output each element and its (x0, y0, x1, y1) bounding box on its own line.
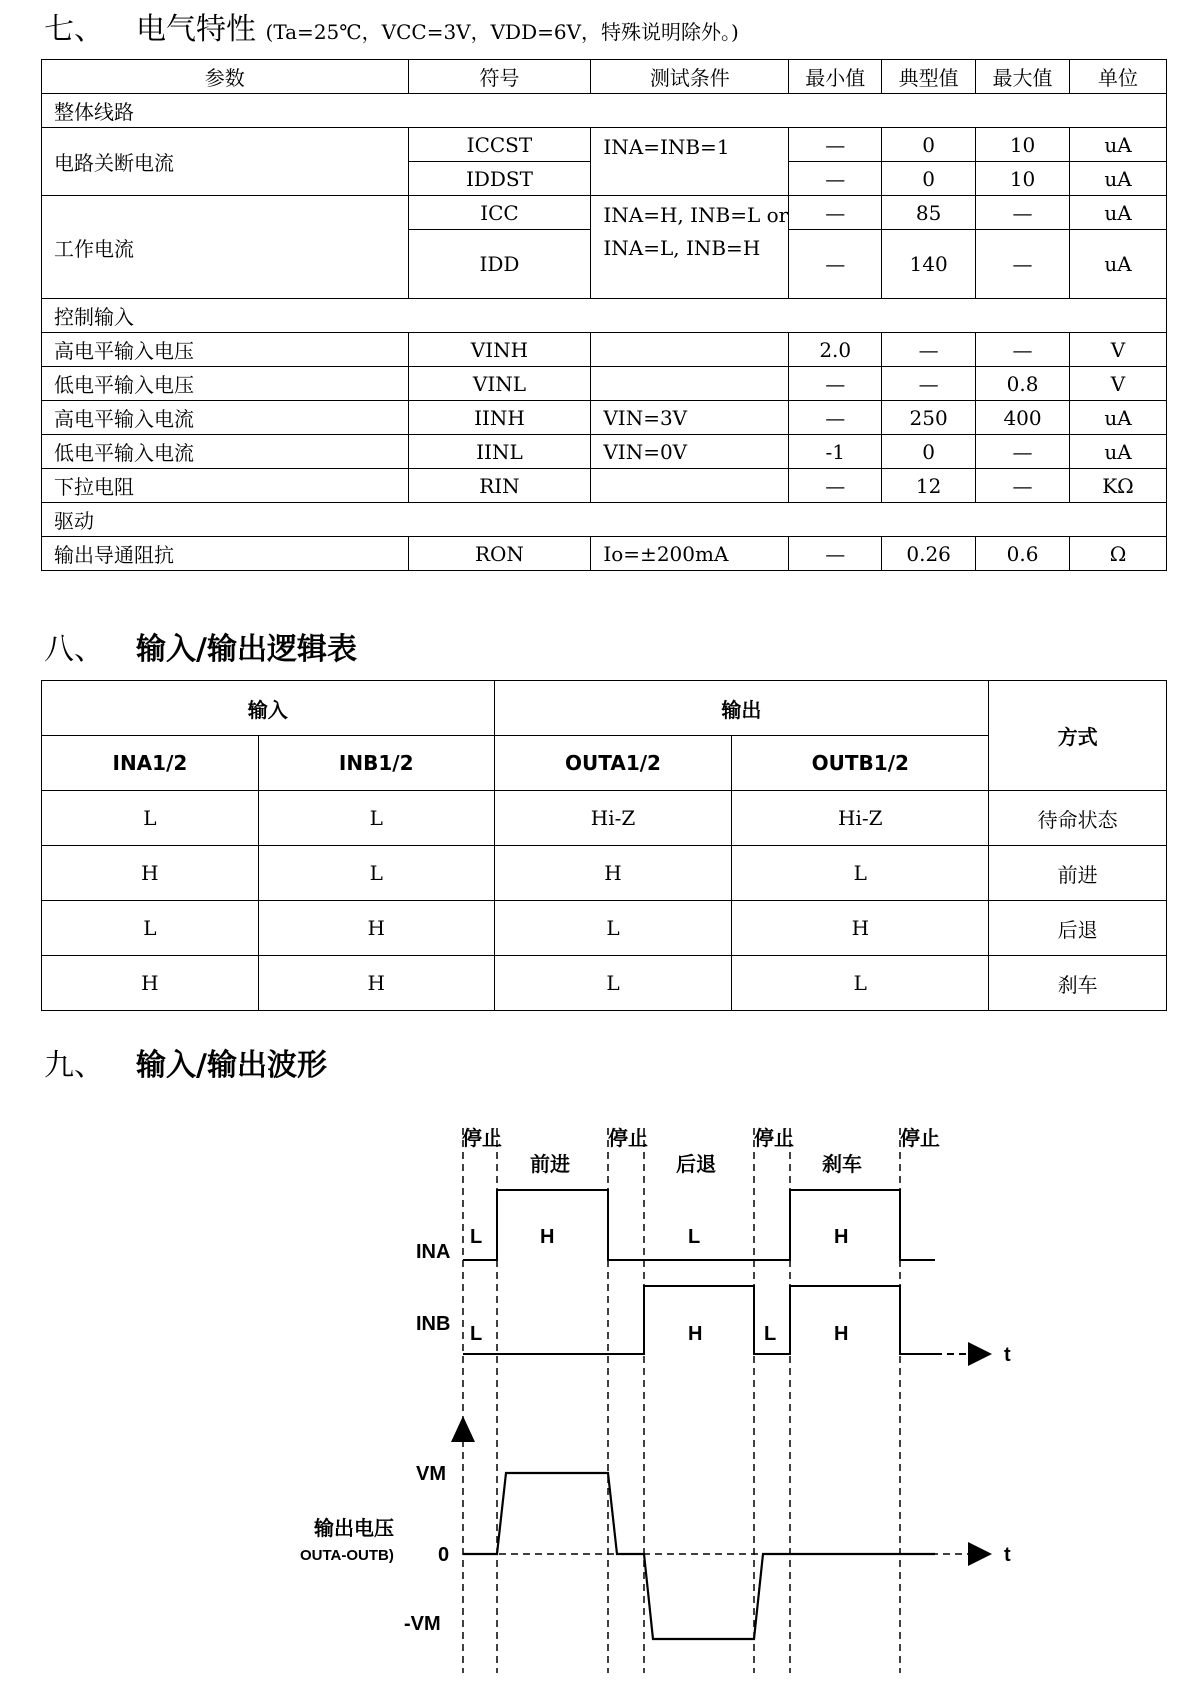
symbol-cell: IINH (408, 401, 591, 435)
table-row (42, 537, 1167, 571)
max-cell: — (976, 333, 1070, 367)
ina-waveform (463, 1190, 935, 1260)
symbol-cell: ICC (408, 196, 591, 230)
mode-cell: 前进 (989, 846, 1167, 901)
t-label: t (1004, 1344, 1011, 1366)
phase-label: 停止 (608, 1128, 648, 1150)
header-ina: INA1/2 (42, 736, 259, 791)
phase-label: 停止 (754, 1128, 794, 1150)
ina-cell: L (42, 901, 259, 956)
zero-label: 0 (438, 1544, 450, 1566)
header-output: 输出 (494, 681, 989, 736)
symbol-cell: VINH (408, 333, 591, 367)
header-param: 参数 (42, 60, 409, 94)
inb-level-label: H (688, 1323, 703, 1345)
typ-cell: 0 (882, 128, 976, 162)
inb-cell: L (258, 791, 494, 846)
phase-label: 后退 (676, 1154, 716, 1176)
typ-cell: 140 (882, 230, 976, 299)
neg-vm-label: -VM (404, 1613, 441, 1635)
condition-line: INA=INB=1 (603, 135, 730, 159)
section-number: 七、 (44, 12, 104, 47)
table-row (42, 791, 1167, 846)
param-cell: 高电平输入电流 (42, 401, 409, 435)
outb-cell: L (732, 846, 989, 901)
param-cell: 输出导通阻抗 (42, 537, 409, 571)
condition-cell: VIN=0V (591, 435, 789, 469)
table-header-row (42, 681, 1167, 736)
header-input: 输入 (42, 681, 495, 736)
header-max: 最大值 (976, 60, 1070, 94)
table-header-row (42, 60, 1167, 94)
table-row (42, 333, 1167, 367)
unit-cell: uA (1070, 196, 1167, 230)
min-cell: — (789, 469, 882, 503)
param-cell: 高电平输入电压 (42, 333, 409, 367)
section-number: 八、 (44, 632, 104, 667)
max-cell: 0.6 (976, 537, 1070, 571)
min-cell: 2.0 (789, 333, 882, 367)
symbol-cell: RIN (408, 469, 591, 503)
ina-cell: H (42, 956, 259, 1011)
outa-cell: L (494, 901, 732, 956)
inb-cell: L (258, 846, 494, 901)
group-row (42, 94, 1167, 128)
symbol-cell: ICCST (408, 128, 591, 162)
unit-cell: uA (1070, 401, 1167, 435)
mode-cell: 刹车 (989, 956, 1167, 1011)
ina-level-label: L (470, 1226, 483, 1248)
output-voltage-title: 输出电压 (314, 1518, 394, 1540)
typ-cell: — (882, 367, 976, 401)
condition-cell: Io=±200mA (591, 537, 789, 571)
outb-cell: H (732, 901, 989, 956)
section-title: 输入/输出波形 (136, 1048, 327, 1083)
min-cell: — (789, 128, 882, 162)
unit-cell: V (1070, 333, 1167, 367)
vm-label: VM (416, 1463, 446, 1485)
param-cell: 低电平输入电流 (42, 435, 409, 469)
unit-cell: KΩ (1070, 469, 1167, 503)
max-cell: — (976, 196, 1070, 230)
param-cell: 工作电流 (42, 196, 409, 299)
typ-cell: 12 (882, 469, 976, 503)
section-7-heading (44, 4, 739, 48)
electrical-characteristics-table (41, 59, 1167, 571)
header-mode: 方式 (989, 681, 1167, 791)
header-inb: INB1/2 (258, 736, 494, 791)
max-cell: 0.8 (976, 367, 1070, 401)
group-label: 控制输入 (42, 299, 1167, 333)
unit-cell: uA (1070, 128, 1167, 162)
header-outa: OUTA1/2 (494, 736, 732, 791)
typ-cell: 0 (882, 435, 976, 469)
table-row (42, 469, 1167, 503)
section-9-heading (44, 1040, 327, 1084)
inb-label: INB (416, 1313, 451, 1335)
param-cell: 下拉电阻 (42, 469, 409, 503)
unit-cell: uA (1070, 435, 1167, 469)
condition-line: INA=H, INB=L or (603, 203, 789, 227)
inb-cell: H (258, 901, 494, 956)
output-waveform (463, 1473, 935, 1639)
inb-cell: H (258, 956, 494, 1011)
mode-cell: 后退 (989, 901, 1167, 956)
test-conditions-note: (Ta=25℃，VCC=3V，VDD=6V，特殊说明除外。) (265, 20, 739, 44)
symbol-cell: IDDST (408, 162, 591, 196)
ina-cell: L (42, 791, 259, 846)
typ-cell: 0 (882, 162, 976, 196)
condition-cell (591, 333, 789, 367)
min-cell: — (789, 537, 882, 571)
time-arrow-icon (968, 1542, 992, 1566)
phase-label: 前进 (530, 1154, 570, 1176)
outa-cell: Hi-Z (494, 791, 732, 846)
outa-cell: H (494, 846, 732, 901)
phase-label: 停止 (462, 1128, 502, 1150)
table-row (42, 901, 1167, 956)
unit-cell: V (1070, 367, 1167, 401)
section-title: 电气特性 (136, 12, 256, 47)
symbol-cell: RON (408, 537, 591, 571)
table-row (42, 401, 1167, 435)
header-symbol: 符号 (408, 60, 591, 94)
inb-level-label: L (470, 1323, 483, 1345)
max-cell: 10 (976, 128, 1070, 162)
symbol-cell: IDD (408, 230, 591, 299)
phase-label: 停止 (900, 1128, 940, 1150)
group-label: 驱动 (42, 503, 1167, 537)
section-title: 输入/输出逻辑表 (136, 632, 357, 667)
max-cell: — (976, 469, 1070, 503)
header-typ: 典型值 (882, 60, 976, 94)
condition-line: INA=L, INB=H (603, 236, 761, 260)
section-number: 九、 (44, 1048, 104, 1083)
io-waveform-diagram (0, 1090, 1200, 1686)
voltage-axis-arrow-icon (451, 1416, 475, 1442)
unit-cell: uA (1070, 230, 1167, 299)
table-row (42, 128, 1167, 162)
symbol-cell: VINL (408, 367, 591, 401)
ina-level-label: H (540, 1226, 555, 1248)
symbol-cell: IINL (408, 435, 591, 469)
unit-cell: uA (1070, 162, 1167, 196)
outb-cell: Hi-Z (732, 791, 989, 846)
outb-cell: L (732, 956, 989, 1011)
header-condition: 测试条件 (591, 60, 789, 94)
typ-cell: 85 (882, 196, 976, 230)
typ-cell: 250 (882, 401, 976, 435)
table-row (42, 956, 1167, 1011)
ina-label: INA (416, 1241, 451, 1263)
condition-cell (591, 367, 789, 401)
table-row (42, 196, 1167, 230)
typ-cell: 0.26 (882, 537, 976, 571)
table-row (42, 435, 1167, 469)
group-row (42, 299, 1167, 333)
logic-table (41, 680, 1167, 1011)
t-label: t (1004, 1544, 1011, 1566)
table-row (42, 367, 1167, 401)
max-cell: 10 (976, 162, 1070, 196)
group-row (42, 503, 1167, 537)
inb-level-label: L (764, 1323, 777, 1345)
mode-cell: 待命状态 (989, 791, 1167, 846)
condition-cell (591, 196, 789, 299)
header-unit: 单位 (1070, 60, 1167, 94)
typ-cell: — (882, 333, 976, 367)
phase-divider-lines (463, 1128, 900, 1673)
max-cell: — (976, 435, 1070, 469)
condition-cell (591, 128, 789, 196)
group-label: 整体线路 (42, 94, 1167, 128)
param-cell: 低电平输入电压 (42, 367, 409, 401)
min-cell: — (789, 401, 882, 435)
condition-cell (591, 469, 789, 503)
max-cell: — (976, 230, 1070, 299)
time-arrow-icon (968, 1342, 992, 1366)
min-cell: — (789, 367, 882, 401)
output-voltage-subtitle: OUTA-OUTB) (300, 1547, 394, 1564)
param-cell: 电路关断电流 (42, 128, 409, 196)
inb-level-label: H (834, 1323, 849, 1345)
outa-cell: L (494, 956, 732, 1011)
condition-cell: VIN=3V (591, 401, 789, 435)
max-cell: 400 (976, 401, 1070, 435)
min-cell: — (789, 230, 882, 299)
ina-level-label: H (834, 1226, 849, 1248)
ina-cell: H (42, 846, 259, 901)
header-outb: OUTB1/2 (732, 736, 989, 791)
table-row (42, 846, 1167, 901)
phase-label: 刹车 (822, 1154, 862, 1176)
ina-level-label: L (688, 1226, 701, 1248)
min-cell: -1 (789, 435, 882, 469)
section-8-heading (44, 624, 357, 668)
unit-cell: Ω (1070, 537, 1167, 571)
header-min: 最小值 (789, 60, 882, 94)
min-cell: — (789, 162, 882, 196)
min-cell: — (789, 196, 882, 230)
